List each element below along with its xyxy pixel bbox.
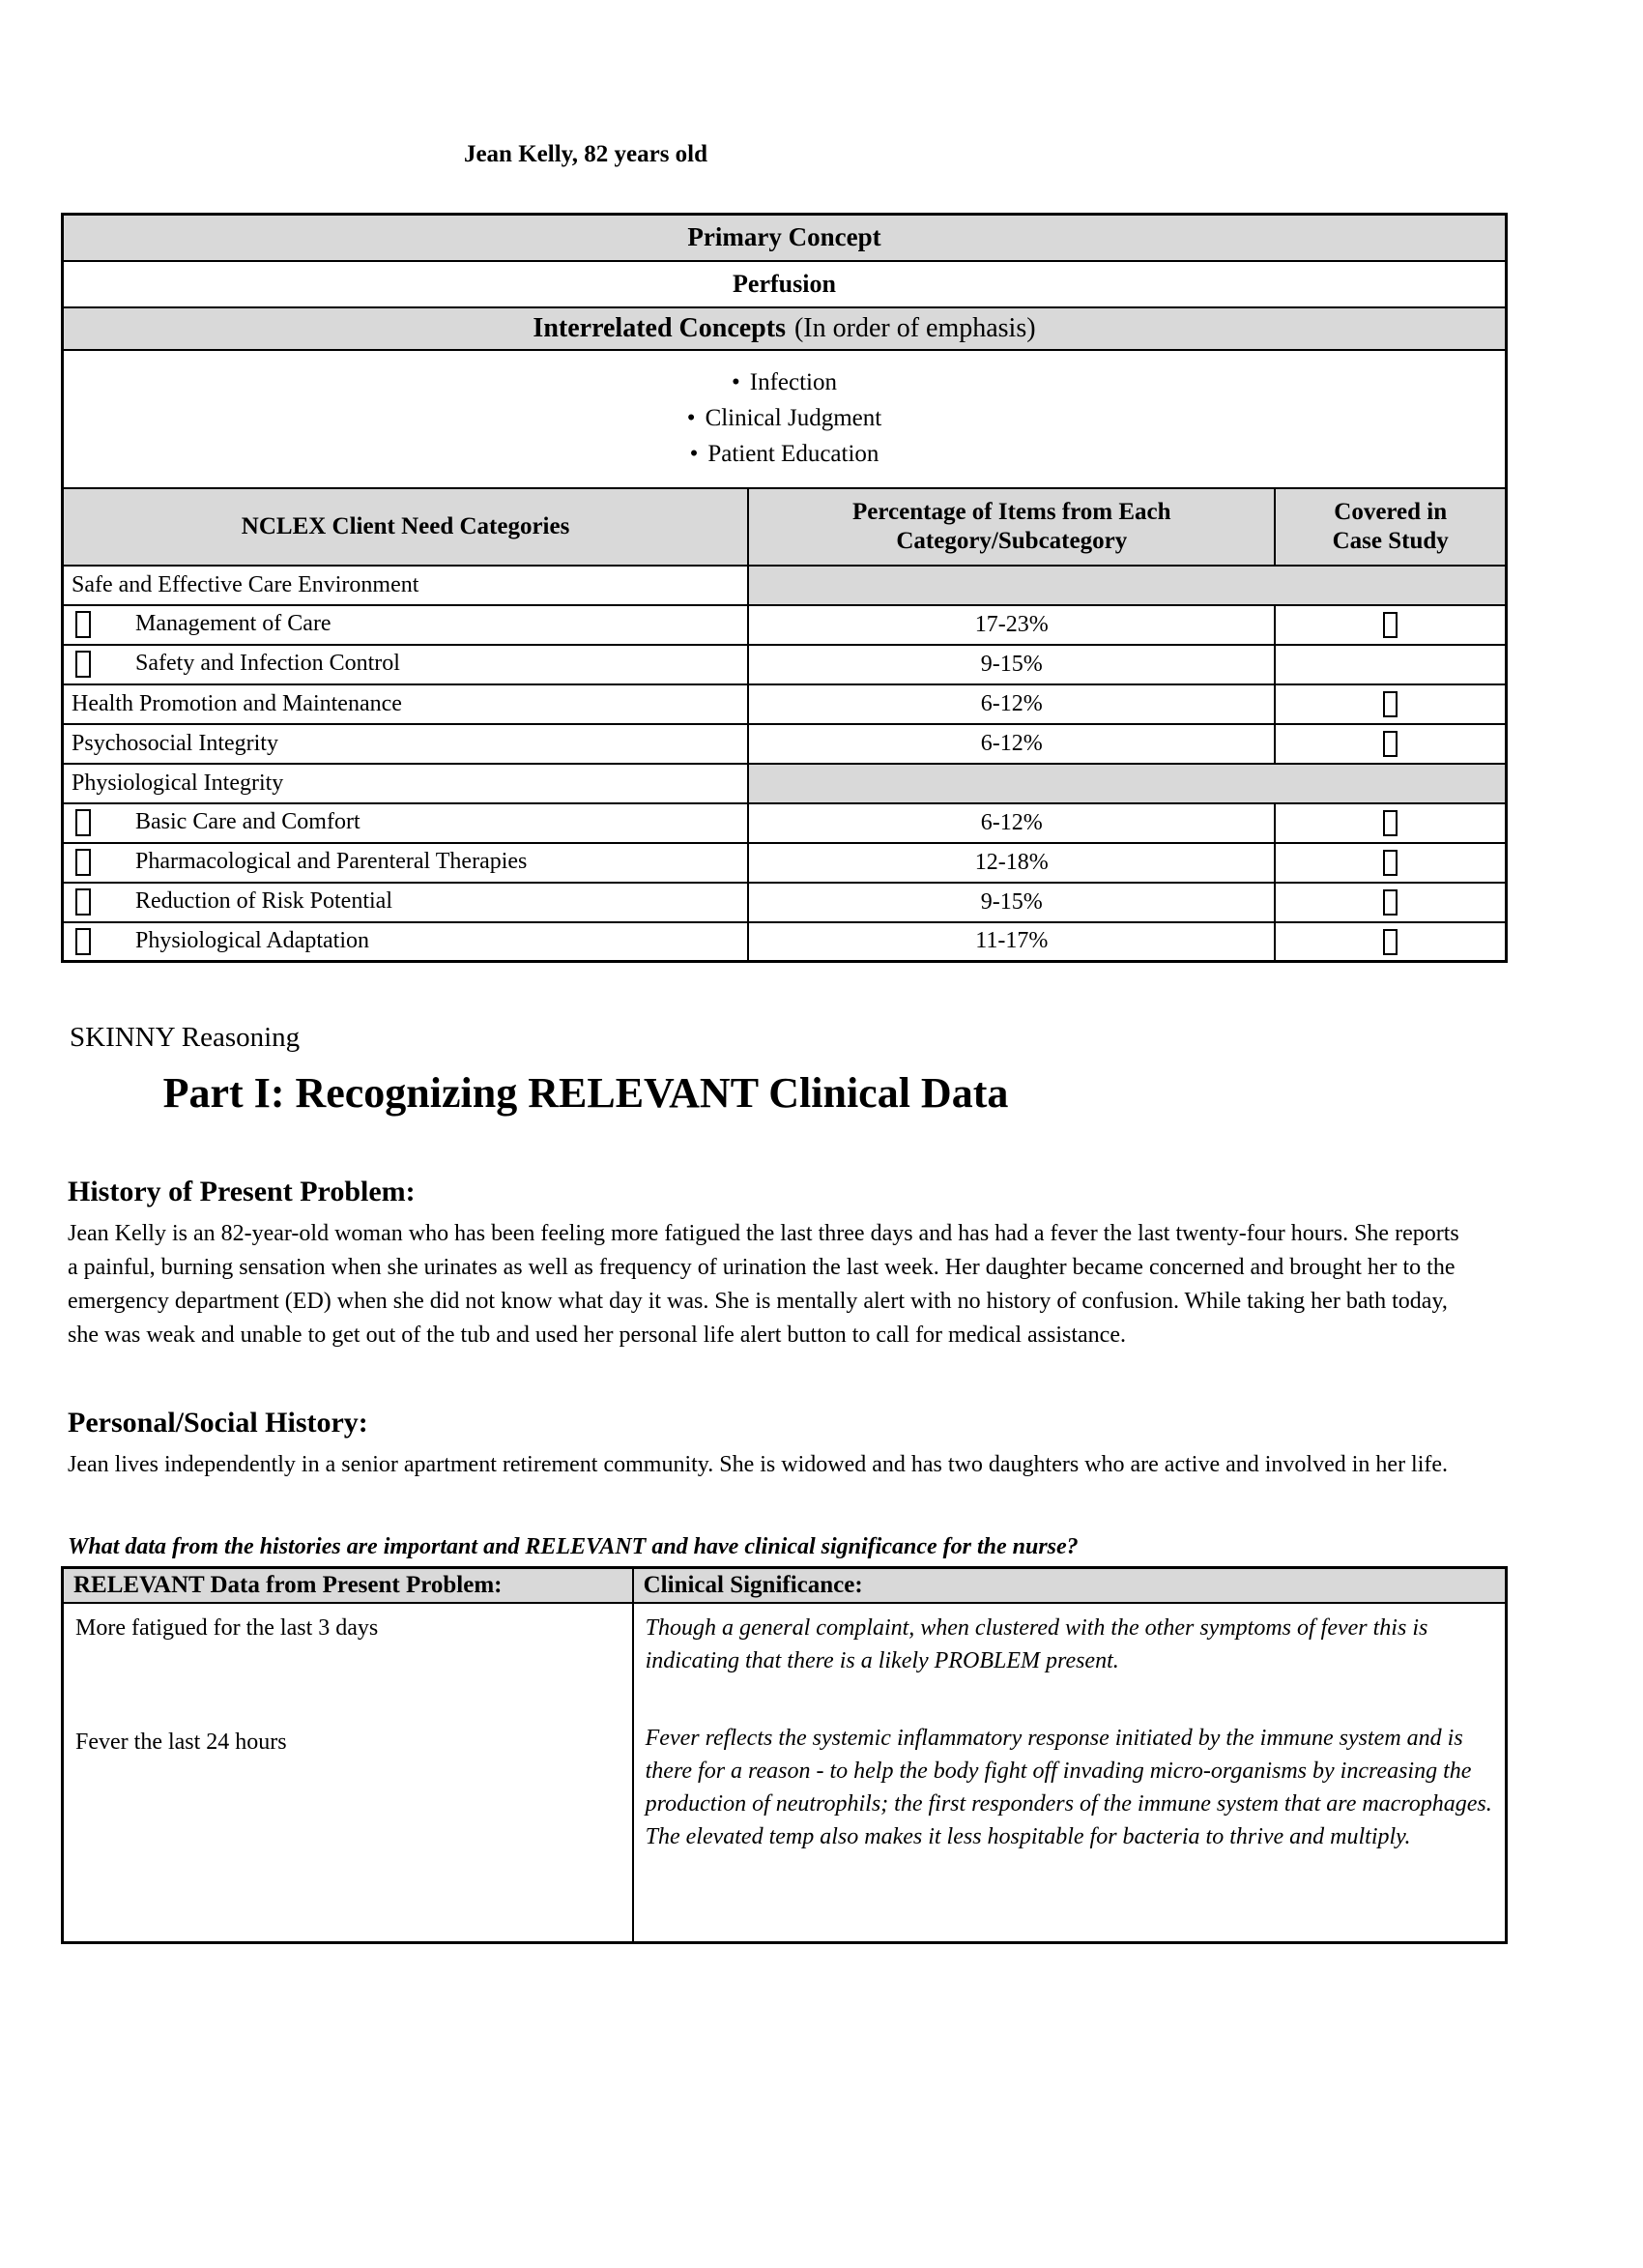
checkbox-glyph-icon bbox=[75, 888, 91, 916]
table-row-safe-effective-care bbox=[63, 566, 1507, 605]
category-label: Reduction of Risk Potential bbox=[63, 883, 749, 922]
percent-value: 9-15% bbox=[748, 883, 1275, 922]
category-label: Physiological Adaptation bbox=[63, 922, 749, 962]
interrelated-list bbox=[63, 350, 1507, 488]
bullet-icon: • bbox=[689, 440, 699, 467]
relevant-table-body-row bbox=[63, 1603, 1507, 1943]
table-row-psychosocial-integrity bbox=[63, 724, 1507, 764]
category-label: Health Promotion and Maintenance bbox=[63, 684, 749, 724]
table-row-pharmacological-therapies bbox=[63, 843, 1507, 883]
percent-value: 11-17% bbox=[748, 922, 1275, 962]
checkbox-glyph-icon bbox=[75, 928, 91, 955]
table-row-safety-infection-control bbox=[63, 645, 1507, 684]
checkbox-glyph-icon bbox=[75, 651, 91, 678]
history-paragraph: Jean Kelly is an 82-year-old woman who has been feeling more fatigued the last three days and has had a fever the last twenty-four hours. She reports a painful, burning sensation when she urinates as well as frequency of urination the last week. Her daughter became concerned and brought her to the emergency department (ED) when she did not know what day it was. She is mentally alert with no history of confusion. While taking her bath today, she was weak and unable to get out of the tub and used her personal life alert button to call for medical assistance. bbox=[68, 1221, 1459, 1348]
section-shaded-cell bbox=[748, 764, 1506, 803]
interrelated-concepts-row bbox=[63, 307, 1507, 350]
column-header-covered: Covered in Case Study bbox=[1275, 488, 1506, 566]
category-label: Pharmacological and Parenteral Therapies bbox=[63, 843, 749, 883]
personal-social-heading: Personal/Social History: bbox=[68, 1407, 368, 1439]
table-row-management-of-care bbox=[63, 605, 1507, 645]
covered-cell bbox=[1275, 724, 1506, 764]
column-header-clinical-significance: Clinical Significance: bbox=[633, 1568, 1507, 1603]
table-row-basic-care-comfort bbox=[63, 803, 1507, 843]
checkbox-glyph-icon bbox=[75, 849, 91, 876]
category-label: Safety and Infection Control bbox=[63, 645, 749, 684]
checkbox-glyph-icon bbox=[75, 611, 91, 638]
interrelated-concepts-title: Interrelated Concepts bbox=[533, 312, 786, 343]
percent-value: 6-12% bbox=[748, 724, 1275, 764]
primary-concept-value: Perfusion bbox=[63, 261, 1507, 307]
covered-cell bbox=[1275, 843, 1506, 883]
interrelated-item-label: Patient Education bbox=[707, 440, 879, 467]
clinical-significance-cell bbox=[633, 1603, 1507, 1943]
relevant-data-item: Fever the last 24 hours bbox=[75, 1729, 287, 1755]
covered-check-icon bbox=[1383, 850, 1398, 876]
covered-check-icon bbox=[1383, 810, 1398, 836]
category-label: Management of Care bbox=[63, 605, 749, 645]
percent-value: 17-23% bbox=[748, 605, 1275, 645]
document-page bbox=[0, 141, 1643, 1944]
category-label: Psychosocial Integrity bbox=[63, 724, 749, 764]
list-item bbox=[64, 364, 1505, 400]
concept-table bbox=[61, 213, 1508, 963]
interrelated-item-label: Infection bbox=[749, 368, 837, 395]
list-item bbox=[64, 400, 1505, 436]
table-row-physiological-adaptation bbox=[63, 922, 1507, 962]
interrelated-concepts-note: (In order of emphasis) bbox=[793, 312, 1036, 343]
relevant-data-cell bbox=[63, 1603, 633, 1943]
primary-concept-label: Primary Concept bbox=[63, 215, 1507, 261]
interrelated-concepts-label bbox=[63, 307, 1507, 350]
category-label: Safe and Effective Care Environment bbox=[63, 566, 749, 605]
column-header-categories: NCLEX Client Need Categories bbox=[63, 488, 749, 566]
covered-check-icon bbox=[1383, 691, 1398, 717]
covered-cell bbox=[1275, 803, 1506, 843]
significance-paragraph: Though a general complaint, when clustered with the other symptoms of fever this is indicating that there is a likely PROBLEM present. bbox=[645, 1614, 1428, 1673]
percent-value: 12-18% bbox=[748, 843, 1275, 883]
covered-cell bbox=[1275, 883, 1506, 922]
relevant-table-header-row bbox=[63, 1568, 1507, 1603]
bullet-icon: • bbox=[732, 368, 740, 395]
skinny-reasoning-label: SKINNY Reasoning bbox=[70, 1022, 301, 1053]
primary-concept-row bbox=[63, 215, 1507, 261]
bullet-icon: • bbox=[686, 404, 696, 431]
part-one-title: Part I: Recognizing RELEVANT Clinical Data bbox=[162, 1069, 1009, 1117]
history-heading: History of Present Problem: bbox=[68, 1176, 416, 1207]
covered-check-icon bbox=[1383, 929, 1398, 955]
percent-value: 9-15% bbox=[748, 645, 1275, 684]
covered-check-icon bbox=[1383, 731, 1398, 757]
table-row-physiological-integrity bbox=[63, 764, 1507, 803]
covered-cell bbox=[1275, 605, 1506, 645]
column-header-percentage: Percentage of Items from Each Category/Subcategory bbox=[748, 488, 1275, 566]
personal-social-paragraph: Jean lives independently in a senior apartment retirement community. She is widowed and has two daughters who are active and involved in her life. bbox=[68, 1452, 1449, 1477]
significance-paragraph: Fever reflects the systemic inflammatory response initiated by the immune system and is there for a reason - to help the body fight off invading micro-organisms by increasing the production of neutrophils; the first responders of the immune system that are macrophages. The elevated temp also makes it less hospitable for bacteria to thrive and multiply. bbox=[645, 1725, 1492, 1849]
covered-cell bbox=[1275, 684, 1506, 724]
list-item bbox=[64, 436, 1505, 472]
table-row-reduction-risk-potential bbox=[63, 883, 1507, 922]
interrelated-item-label: Clinical Judgment bbox=[705, 404, 882, 431]
percent-value: 6-12% bbox=[748, 803, 1275, 843]
relevant-data-table bbox=[61, 1566, 1508, 1944]
primary-concept-value-row bbox=[63, 261, 1507, 307]
percent-value: 6-12% bbox=[748, 684, 1275, 724]
covered-check-icon bbox=[1383, 612, 1398, 638]
category-label: Basic Care and Comfort bbox=[63, 803, 749, 843]
relevant-data-item: More fatigued for the last 3 days bbox=[75, 1614, 379, 1641]
covered-check-icon bbox=[1383, 889, 1398, 916]
category-label: Physiological Integrity bbox=[63, 764, 749, 803]
section-shaded-cell bbox=[748, 566, 1506, 605]
checkbox-glyph-icon bbox=[75, 809, 91, 836]
patient-header: Jean Kelly, 82 years old bbox=[463, 141, 708, 167]
interrelated-list-row bbox=[63, 350, 1507, 488]
relevant-data-question: What data from the histories are important and RELEVANT and have clinical significance for the nurse? bbox=[68, 1534, 1079, 1559]
table-row-health-promotion bbox=[63, 684, 1507, 724]
column-header-relevant-data: RELEVANT Data from Present Problem: bbox=[63, 1568, 633, 1603]
nclex-header-row bbox=[63, 488, 1507, 566]
covered-cell bbox=[1275, 922, 1506, 962]
covered-cell-empty bbox=[1275, 645, 1506, 684]
